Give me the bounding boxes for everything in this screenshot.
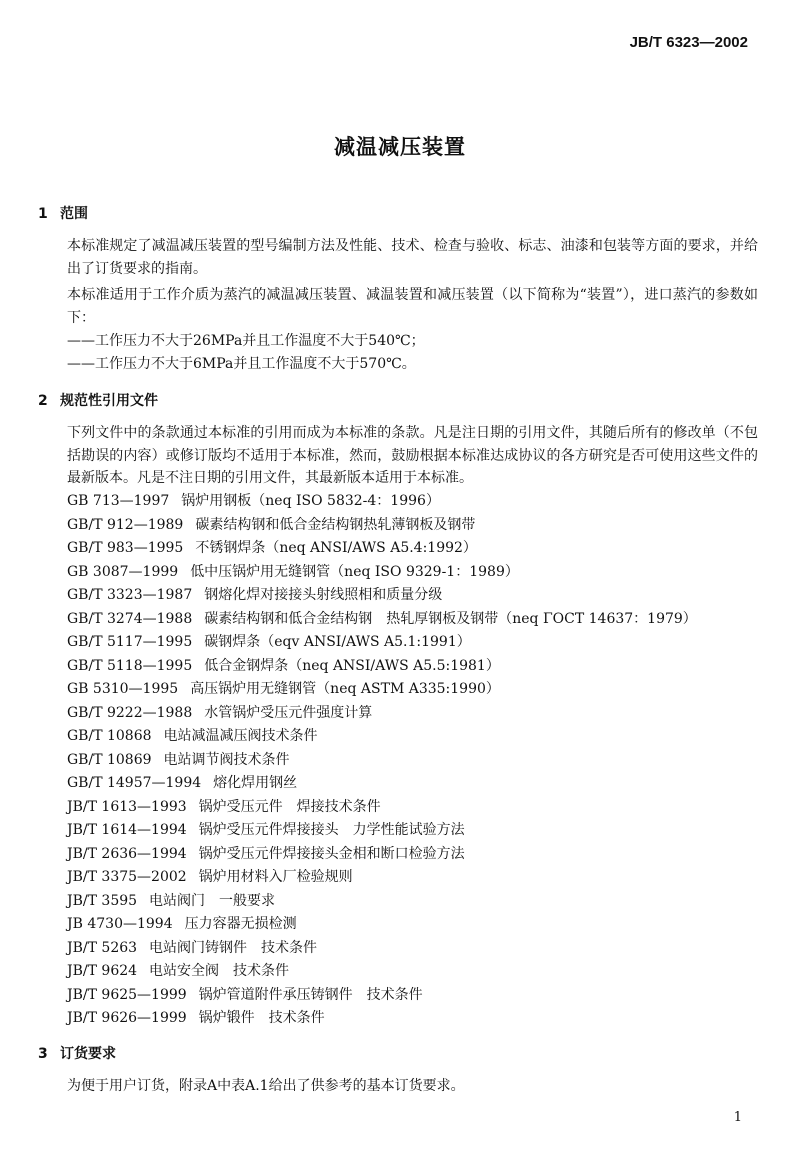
reference-title: 高压锅炉用无缝钢管（neq ASTM A335:1990）	[190, 681, 500, 697]
reference-code: GB/T 3274—1988	[67, 610, 193, 627]
reference-code: GB 5310—1995	[67, 681, 179, 697]
section-2-heading	[38, 390, 158, 410]
reference-item	[67, 655, 697, 679]
reference-item	[67, 537, 697, 561]
reference-title: 碳素结构钢和低合金结构钢热轧薄钢板及钢带	[195, 516, 476, 533]
reference-title: 锅炉用材料入厂检验规则	[198, 869, 353, 885]
reference-code: JB/T 9626—1999	[67, 1010, 187, 1026]
page-number: 1	[733, 1110, 742, 1125]
reference-title: 低合金钢焊条（neq ANSI/AWS A5.5:1981）	[204, 657, 500, 674]
reference-code: GB/T 912—1989	[67, 516, 184, 533]
section-1-number: 1	[38, 206, 48, 222]
reference-code: GB/T 10869	[67, 751, 152, 768]
section-1-heading	[38, 203, 88, 223]
reference-code: JB 4730—1994	[67, 916, 173, 932]
reference-item	[67, 631, 697, 655]
reference-code: JB/T 9624	[67, 963, 138, 979]
reference-item	[67, 561, 697, 585]
reference-title: 锅炉受压元件 焊接技术条件	[198, 798, 381, 815]
reference-code: GB/T 983—1995	[67, 540, 184, 556]
reference-item	[67, 702, 697, 726]
reference-title: 电站调节阀技术条件	[163, 751, 290, 768]
reference-item	[67, 984, 697, 1008]
reference-code: GB/T 10868	[67, 728, 152, 744]
reference-code: JB/T 2636—1994	[67, 845, 187, 862]
reference-title: 水管锅炉受压元件强度计算	[204, 704, 373, 721]
reference-title: 电站减温减压阀技术条件	[163, 728, 318, 744]
section-2-paragraph-1: 下列文件中的条款通过本标准的引用而成为本标准的条款。凡是注日期的引用文件，其随后所有的修改单（不包括勘误的内容）或修订版均不适用于本标准，然而，鼓励根据本标准达成协议的各方研究是否可使用这些文件的最新版本。凡是不注日期的引用文件，其最新版本适用于本标准。	[67, 425, 758, 486]
reference-item	[67, 890, 697, 914]
reference-code: JB/T 1613—1993	[67, 798, 187, 815]
reference-title: 锅炉受压元件焊接接头 力学性能试验方法	[198, 822, 465, 838]
reference-title: 锅炉受压元件焊接接头金相和断口检验方法	[198, 845, 465, 862]
reference-title: 电站阀门铸钢件 技术条件	[149, 939, 318, 956]
reference-title: 锅炉用钢板（neq ISO 5832-4：1996）	[181, 493, 440, 509]
reference-item	[67, 490, 697, 514]
reference-item	[67, 819, 697, 843]
reference-title: 低中压锅炉用无缝钢管（neq ISO 9329-1：1989）	[190, 563, 519, 580]
reference-title: 钢熔化焊对接接头射线照相和质量分级	[204, 587, 443, 603]
reference-code: GB/T 5117—1995	[67, 634, 193, 650]
standard-code: JB/T 6323—2002	[629, 34, 748, 51]
reference-item	[67, 725, 697, 749]
section-2-title: 规范性引用文件	[60, 393, 158, 409]
reference-title: 电站阀门 一般要求	[149, 892, 276, 909]
reference-item	[67, 960, 697, 984]
section-1-paragraph-2: 本标准适用于工作介质为蒸汽的减温减压装置、减温装置和减压装置（以下简称为“装置”），进口蒸汽的参数如下：	[67, 287, 758, 326]
reference-item	[67, 937, 697, 961]
section-1-list-item-1: ——工作压力不大于26MPa并且工作温度不大于540℃；	[67, 333, 425, 349]
reference-code: GB/T 5118—1995	[67, 657, 193, 674]
reference-item	[67, 796, 697, 820]
reference-item	[67, 772, 697, 796]
section-1-list-item-2: ——工作压力不大于6MPa并且工作温度不大于570℃。	[67, 356, 416, 372]
reference-item	[67, 913, 697, 937]
section-1-title: 范围	[60, 206, 88, 222]
reference-code: GB 713—1997	[67, 493, 170, 509]
reference-item	[67, 678, 697, 702]
reference-item	[67, 584, 697, 608]
reference-title: 电站安全阀 技术条件	[149, 963, 290, 979]
reference-code: JB/T 3595	[67, 892, 138, 909]
reference-title: 熔化焊用钢丝	[213, 775, 298, 791]
reference-code: GB/T 9222—1988	[67, 704, 193, 721]
document-title: 减温减压装置	[334, 135, 466, 159]
reference-title: 锅炉管道附件承压铸钢件 技术条件	[198, 986, 423, 1003]
reference-title: 不锈钢焊条（neq ANSI/AWS A5.4:1992）	[195, 540, 477, 556]
reference-title: 锅炉锻件 技术条件	[198, 1010, 325, 1026]
reference-code: JB/T 9625—1999	[67, 986, 187, 1003]
section-3-number: 3	[38, 1046, 48, 1062]
section-3-heading	[38, 1043, 116, 1063]
reference-code: GB 3087—1999	[67, 563, 179, 580]
section-1-paragraph-1: 本标准规定了减温减压装置的型号编制方法及性能、技术、检查与验收、标志、油漆和包装等方面的要求，并给出了订货要求的指南。	[67, 238, 758, 277]
reference-code: GB/T 3323—1987	[67, 587, 193, 603]
reference-code: JB/T 3375—2002	[67, 869, 187, 885]
reference-item	[67, 608, 697, 632]
reference-code: JB/T 1614—1994	[67, 822, 187, 838]
reference-item	[67, 866, 697, 890]
section-3-paragraph-1: 为便于用户订货，附录A中表A.1给出了供参考的基本订货要求。	[67, 1078, 465, 1094]
section-2-number: 2	[38, 393, 48, 409]
section-3-title: 订货要求	[60, 1046, 116, 1062]
reference-item	[67, 1007, 697, 1031]
reference-code: JB/T 5263	[67, 939, 138, 956]
reference-item	[67, 514, 697, 538]
normative-references-list	[67, 490, 697, 1031]
reference-title: 碳钢焊条（eqv ANSI/AWS A5.1:1991）	[204, 634, 471, 650]
reference-title: 压力容器无损检测	[184, 916, 297, 932]
reference-item	[67, 749, 697, 773]
reference-code: GB/T 14957—1994	[67, 775, 202, 791]
reference-item	[67, 843, 697, 867]
reference-title: 碳素结构钢和低合金结构钢 热轧厚钢板及钢带（neq ΓOCT 14637：1979）	[204, 610, 697, 627]
